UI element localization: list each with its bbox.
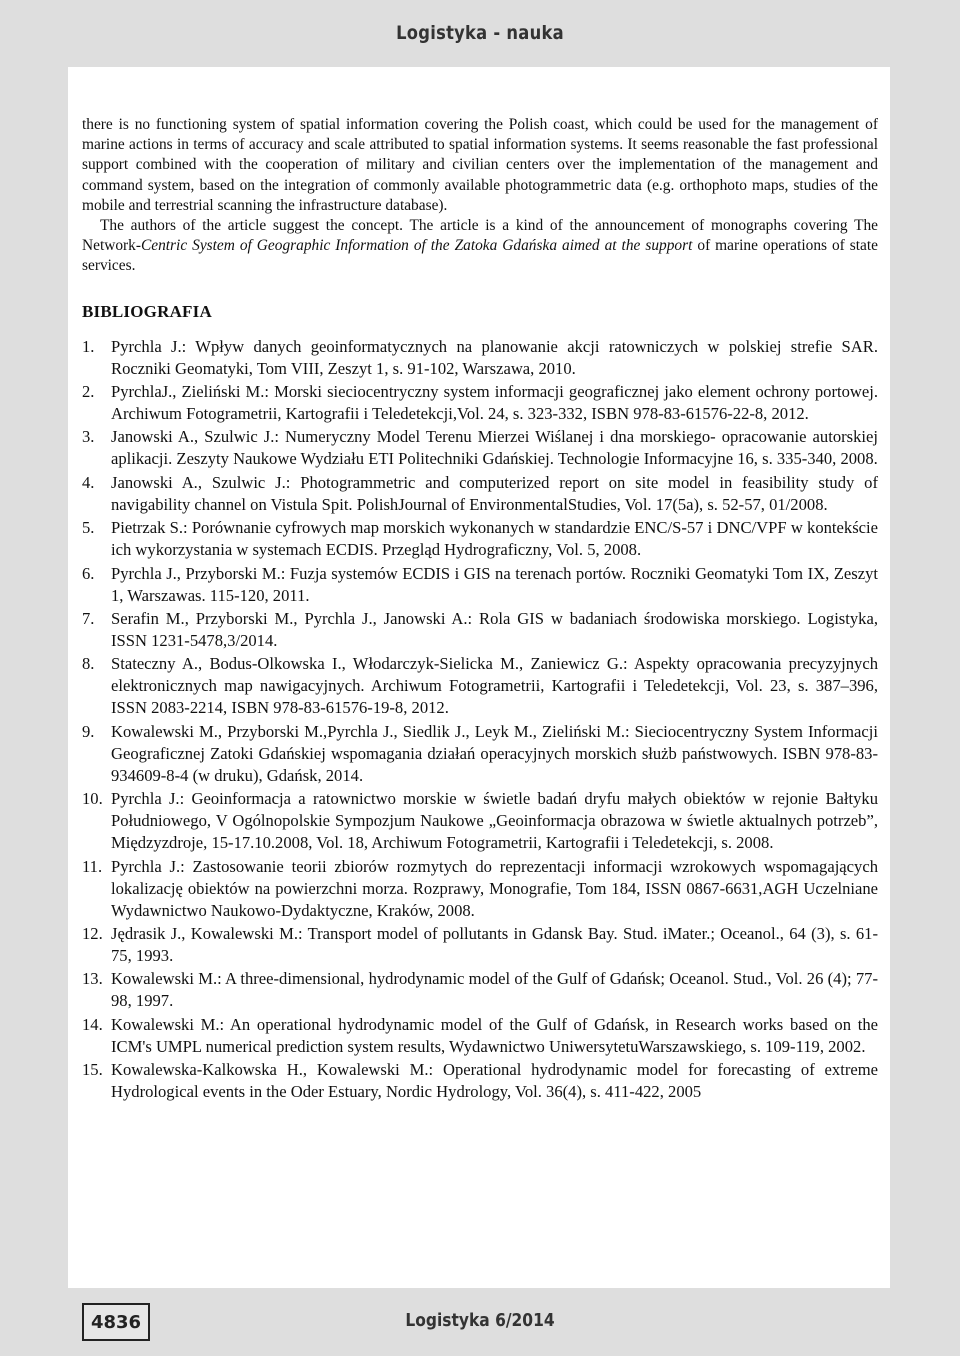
- bibliography-item-text: Kowalewska-Kalkowska H., Kowalewski M.: Operational hydrodynamic model for forecasting of extreme Hydrological events in the Oder Estuary, Nordic Hydrology, Vol. 36(4), s. 411-422, 2005: [111, 1060, 878, 1102]
- bibliography-item: [82, 517, 878, 561]
- bibliography-item-number: 10.: [82, 789, 103, 809]
- bibliography-item-number: 15.: [82, 1060, 103, 1080]
- bibliography-item-number: 11.: [82, 856, 103, 876]
- page-content: [68, 67, 890, 1288]
- bibliography-item: [82, 381, 878, 425]
- bibliography-item-text: PyrchlaJ., Zieliński M.: Morski sieciocentryczny system informacji geograficznej jako element ochrony portowej. Archiwum Fotogrametrii, Kartografii i Teledetekcji,Vol. 24, s. 323-332, ISBN 978-83-61576-22-8, 2012.: [111, 382, 878, 424]
- bibliography-item: [82, 426, 878, 470]
- bibliography-item: [82, 1014, 878, 1058]
- bibliography-item-text: Kowalewski M.: A three-dimensional, hydrodynamic model of the Gulf of Gdańsk; Oceanol. Stud., Vol. 26 (4); 77-98, 1997.: [111, 969, 878, 1011]
- bibliography-item-text: Kowalewski M.: An operational hydrodynamic model of the Gulf of Gdańsk, in Research works based on the ICM's UMPL numerical prediction system results, Wydawnictwo UniwersytetuWarszawskiego, s. 109-119, 2002.: [111, 1014, 878, 1056]
- bibliography-item-text: Pyrchla J., Przyborski M.: Fuzja systemów ECDIS i GIS na terenach portów. Roczniki Geomatyki Tom IX, Zeszyt 1, Warszawas. 115-120, 2011.: [111, 563, 878, 605]
- bibliography-item-number: 5.: [82, 518, 95, 538]
- bibliography-item-text: Stateczny A., Bodus-Olkowska I., Włodarczyk-Sielicka M., Zaniewicz G.: Aspekty opracowania precyzyjnych elektronicznych map nawigacyjnych. Archiwum Fotogrametrii, Kartografii i Teledetekcji, Vol. 23, s. 387–396, ISSN 2083-2214, ISBN 978-83-61576-19-8, 2012.: [111, 654, 878, 718]
- bibliography-item-number: 1.: [82, 336, 95, 356]
- bibliography-heading: BIBLIOGRAFIA: [82, 301, 212, 321]
- footer-journal-title: Logistyka 6/2014: [405, 1310, 555, 1331]
- bibliography-item: [82, 472, 878, 516]
- bibliography-item-number: 9.: [82, 721, 95, 741]
- bibliography-item: [82, 721, 878, 787]
- bibliography-item-number: 4.: [82, 472, 95, 492]
- bibliography-item-text: Pietrzak S.: Porównanie cyfrowych map morskich wykonanych w standardzie ENC/S-57 i DNC/VPF w kontekście ich wykorzystania w systemach ECDIS. Przegląd Hydrograficzny, Vol. 5, 2008.: [111, 518, 878, 560]
- bibliography-item-text: Janowski A., Szulwic J.: Photogrammetric and computerized report on site model in feasibility study of navigability channel on Vistula Spit. PolishJournal of EnvironmentalStudies, Vol. 17(5a), s. 52-57, 01/2008.: [111, 472, 878, 514]
- bibliography-item-number: 6.: [82, 563, 95, 583]
- bibliography-item-number: 12.: [82, 923, 103, 943]
- bibliography-item: [82, 968, 878, 1012]
- bibliography-item-text: Janowski A., Szulwic J.: Numeryczny Model Terenu Mierzei Wiślanej i dna morskiego- opracowanie autorskiej aplikacji. Zeszyty Naukowe Wydziału ETI Politechniki Gdańskiej. Technologie Informacyjne 16, s. 335-340, 2008.: [111, 427, 878, 469]
- bibliography-item: [82, 563, 878, 607]
- bibliography-item-text: Kowalewski M., Przyborski M.,Pyrchla J., Siedlik J., Leyk M., Zieliński M.: Sieciocentryczny System Informacji Geograficznej Zatoki Gdańskiej wspomagania działań operacyjnych morskich służb państwowych. ISBN 978-83-934609-8-4 (w druku), Gdańsk, 2014.: [111, 721, 878, 785]
- bibliography-item: [82, 788, 878, 854]
- bibliography-item-text: Jędrasik J., Kowalewski M.: Transport model of pollutants in Gdansk Bay. Stud. iMater.; Oceanol., 64 (3), s. 61-75, 1993.: [111, 923, 878, 965]
- body-paragraph-2: [82, 216, 878, 277]
- paragraph-2-italic: Centric System of Geographic Information of the Zatoka Gdańska aimed at the support: [140, 237, 693, 255]
- bibliography-item-text: Pyrchla J.: Zastosowanie teorii zbiorów rozmytych do reprezentacji informacji wzrokowych wspomagających lokalizację obiektów na powierzchni morza. Rozprawy, Monografie, Tom 184, ISSN 0867-6631,AGH Uczelniane Wydawnictwo Naukowo-Dydaktyczne, Kraków, 2008.: [111, 856, 878, 920]
- bibliography-item: [82, 336, 878, 380]
- paragraph-2-start: The authors of the article suggest the concept. The article is a kind of the announcement of monographs covering The Network-: [82, 217, 878, 255]
- bibliography-item-text: Pyrchla J.: Geoinformacja a ratownictwo morskie w świetle badań dryfu małych obiektów w rejonie Bałtyku Południowego, V Ogólnopolskie Sympozjum Naukowe „Geoinformacja obrazowa w świetle aktualnych potrzeb”, Międzyzdroje, 15-17.10.2008, Vol. 18, Archiwum Fotogrametrii, Kartografii i Teledetekcji, s. 2008.: [111, 789, 878, 853]
- bibliography-item-number: 2.: [82, 382, 95, 402]
- page-number-box: [82, 1303, 150, 1341]
- bibliography-item-number: 3.: [82, 427, 95, 447]
- bibliography-item-number: 13.: [82, 969, 103, 989]
- bibliography-item-text: Serafin M., Przyborski M., Pyrchla J., Janowski A.: Rola GIS w badaniach środowiska morskiego. Logistyka, ISSN 1231-5478,3/2014.: [111, 608, 878, 650]
- running-header-title: Logistyka - nauka: [396, 22, 564, 44]
- bibliography-list: [82, 336, 878, 1103]
- bibliography-item-number: 8.: [82, 654, 95, 674]
- bibliography-item-text: Pyrchla J.: Wpływ danych geoinformatycznych na planowanie akcji ratowniczych w polskiej strefie SAR. Roczniki Geomatyki, Tom VIII, Zeszyt 1, s. 91-102, Warszawa, 2010.: [111, 336, 878, 378]
- bibliography-item: [82, 1059, 878, 1103]
- bibliography-item: [82, 608, 878, 652]
- bibliography-item: [82, 856, 878, 922]
- body-paragraph-1: there is no functioning system of spatial information covering the Polish coast, which could be used for the management of marine actions in terms of accuracy and scale attributed to spatial information systems. It seems reasonable the fast professional support combined with the cooperation of military and civilian centers over the implementation of the management and command system, based on the integration of commonly available photogrammetric data (e.g. orthophoto maps, studies of the mobile and terrestrial scanning the infrastructure database).: [82, 116, 878, 214]
- bibliography-item: [82, 653, 878, 719]
- bibliography-item-number: 14.: [82, 1014, 103, 1034]
- bibliography-item: [82, 923, 878, 967]
- page-number: 4836: [90, 1311, 142, 1333]
- bibliography-item-number: 7.: [82, 608, 95, 628]
- paragraph-2-end: of marine operations of state services.: [82, 237, 878, 275]
